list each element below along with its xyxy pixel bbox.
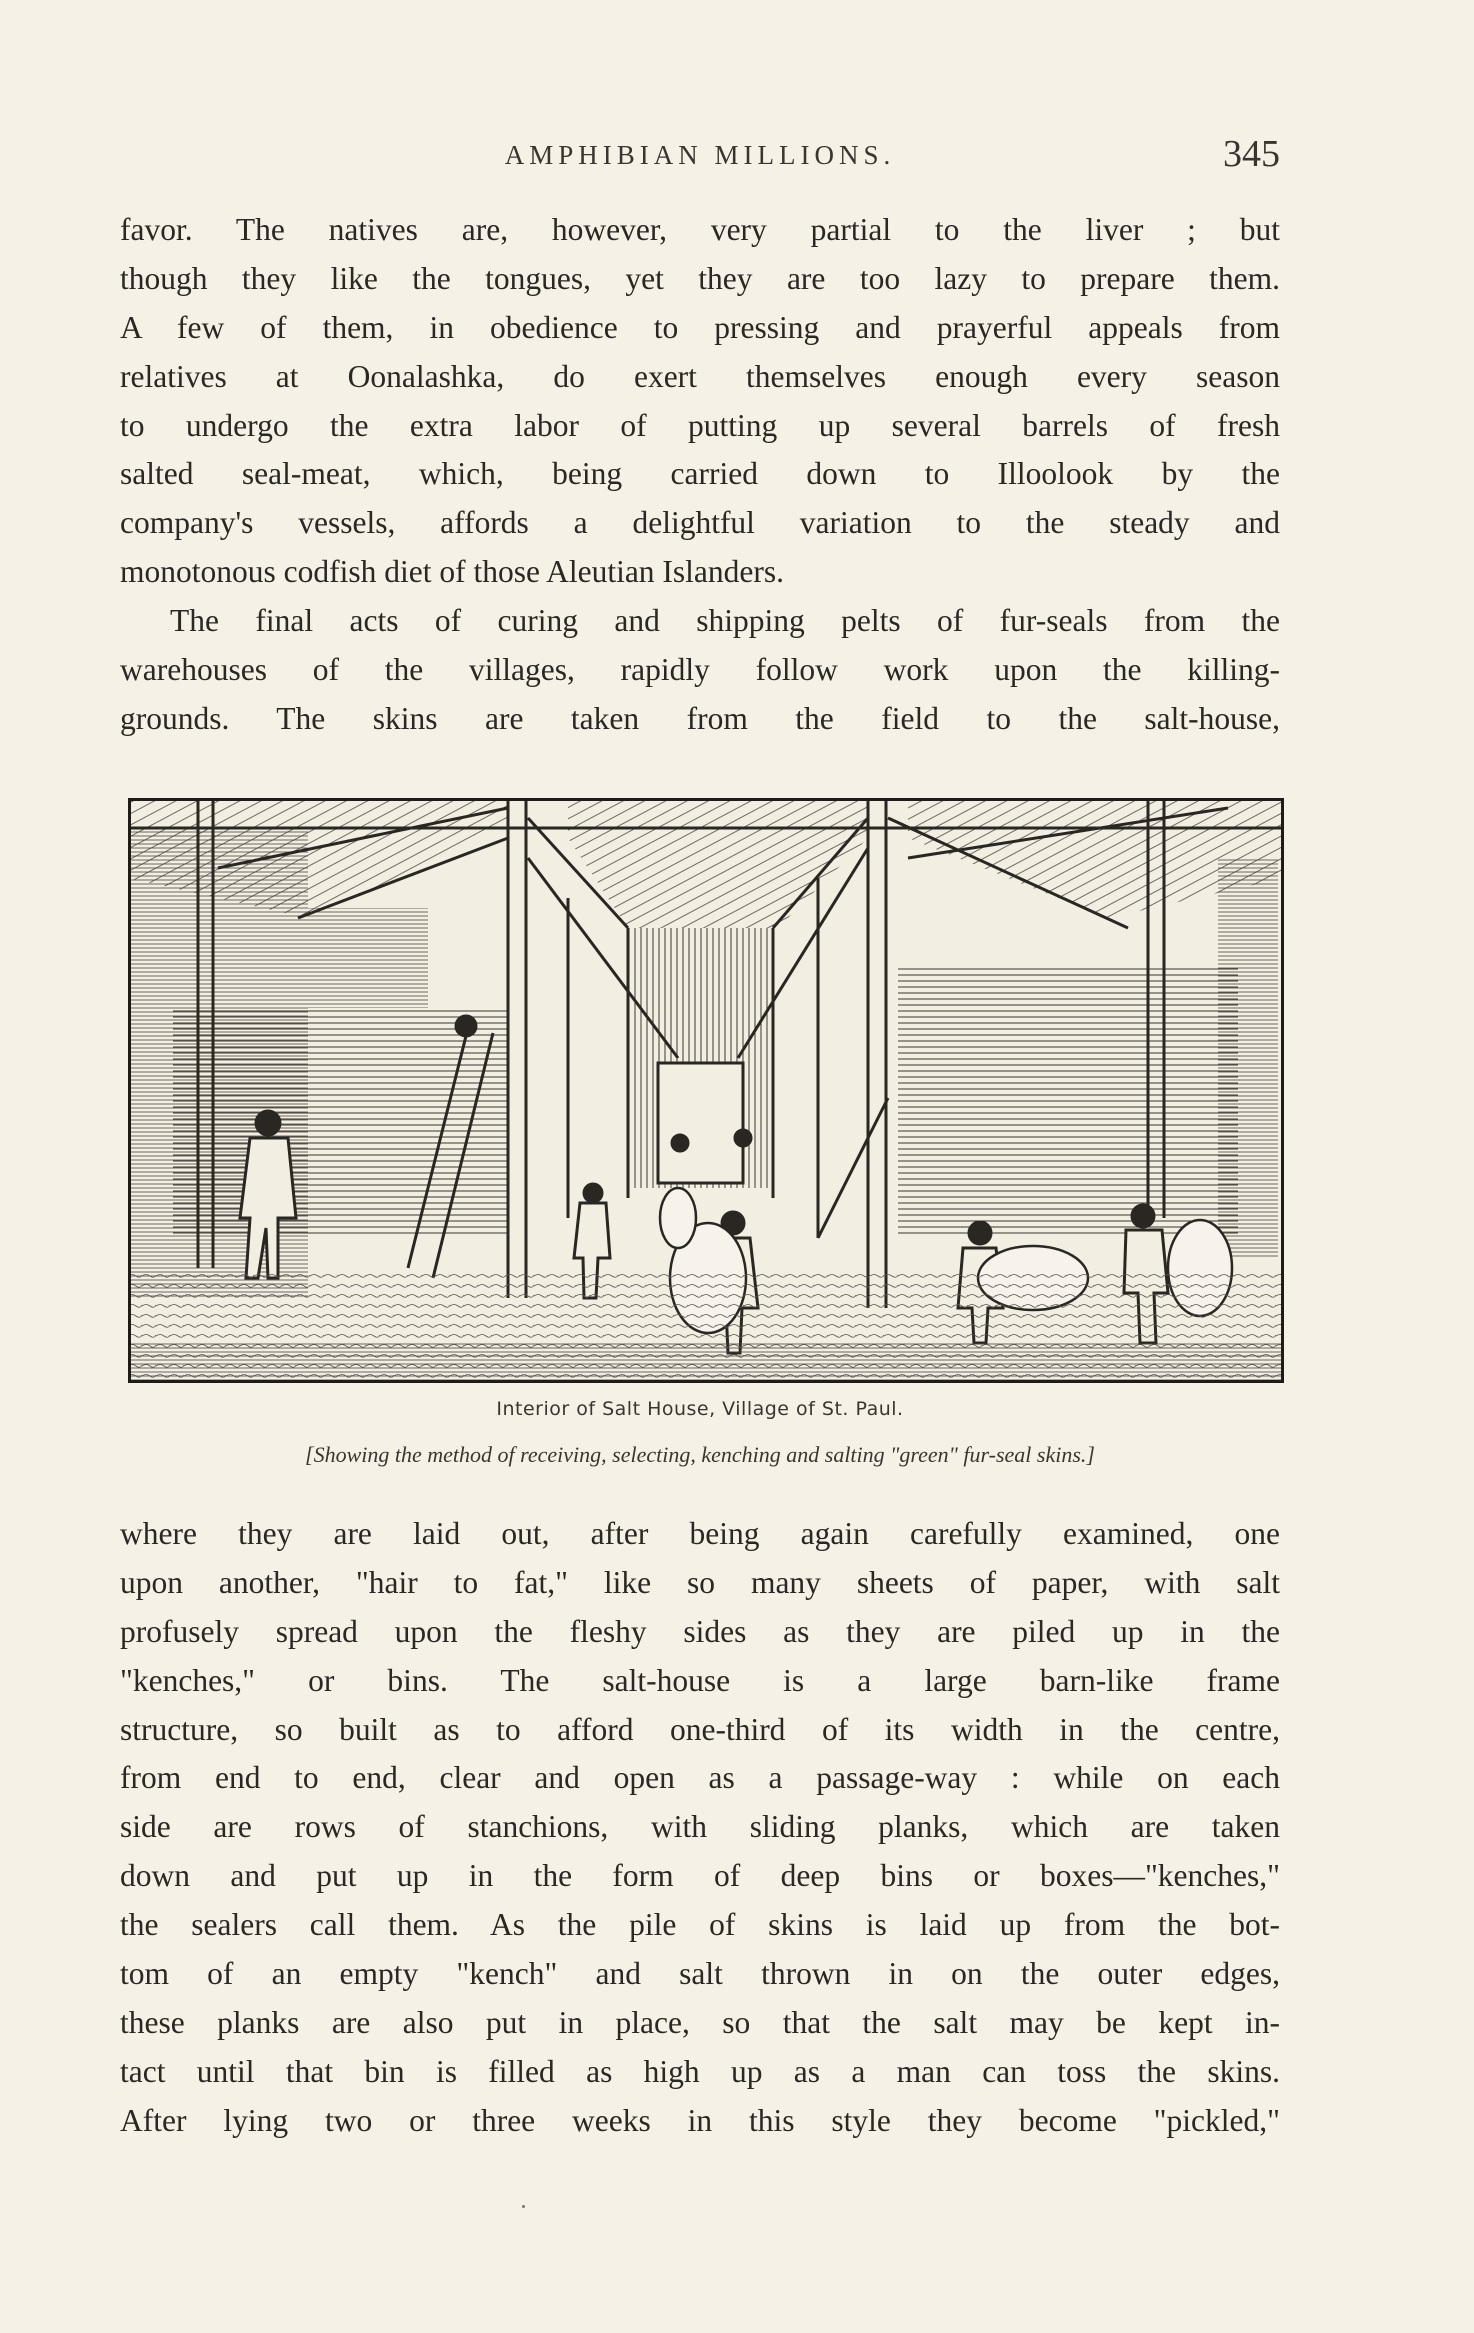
text-line: though they like the tongues, yet they are too lazy to prepare them. [120,260,1280,296]
text-line: tom of an empty "kench" and salt thrown in on the outer edges, [120,1956,1280,1992]
text-line: tact until that bin is filled as high up as a man can toss the skins. [120,2053,1280,2089]
text-line: down and put up in the form of deep bins or boxes—"kenches," [120,1858,1280,1894]
text-line: favor. The natives are, however, very partial to the liver ; but [120,212,1280,247]
text-line: these planks are also put in place, so that the salt may be kept in- [120,2004,1280,2040]
salt-house-illustration [128,798,1284,1383]
text-line: A few of them, in obedience to pressing and prayerful appeals from [120,309,1280,345]
text-line: where they are laid out, after being again carefully examined, one [120,1516,1280,1551]
text-line: grounds. The skins are taken from the field to the salt-house, [120,700,1280,736]
page-number: 345 [1223,133,1280,175]
text-line: relatives at Oonalashka, do exert themselves enough every season [120,358,1280,394]
text-line: company's vessels, affords a delightful variation to the steady and [120,505,1280,541]
text-block-bottom [120,1510,1280,2146]
text-line: to undergo the extra labor of putting up several barrels of fresh [120,407,1280,443]
text-line: "kenches," or bins. The salt-house is a large barn-like frame [120,1662,1280,1698]
text-line: The final acts of curing and shipping pelts of fur-seals from the [170,603,1280,639]
print-speck [522,2205,525,2208]
running-title: AMPHIBIAN MILLIONS. [504,140,896,170]
text-line: structure, so built as to afford one-third of its width in the centre, [120,1711,1280,1747]
text-block-top [120,206,1280,744]
text-line: After lying two or three weeks in this style they become "pickled," [120,2102,1280,2138]
text-line: profusely spread upon the fleshy sides as they are piled up in the [120,1613,1280,1649]
running-head [120,133,1280,190]
text-line: from end to end, clear and open as a passage-way : while on each [120,1760,1280,1796]
text-line: upon another, "hair to fat," like so many sheets of paper, with salt [120,1564,1280,1600]
figure-note: [Showing the method of receiving, selecting, kenching and salting "green" fur-seal skins.] [305,1442,1095,1467]
text-line: the sealers call them. As the pile of skins is laid up from the bot- [120,1907,1280,1943]
text-line: monotonous codfish diet of those Aleutian Islanders. [120,554,785,590]
text-line: warehouses of the villages, rapidly follow work upon the killing- [120,652,1280,688]
text-line: side are rows of stanchions, with sliding planks, which are taken [120,1809,1280,1845]
figure-title: Interior of Salt House, Village of St. Paul. [496,1398,904,1420]
text-line: salted seal-meat, which, being carried down to Illoolook by the [120,456,1280,492]
